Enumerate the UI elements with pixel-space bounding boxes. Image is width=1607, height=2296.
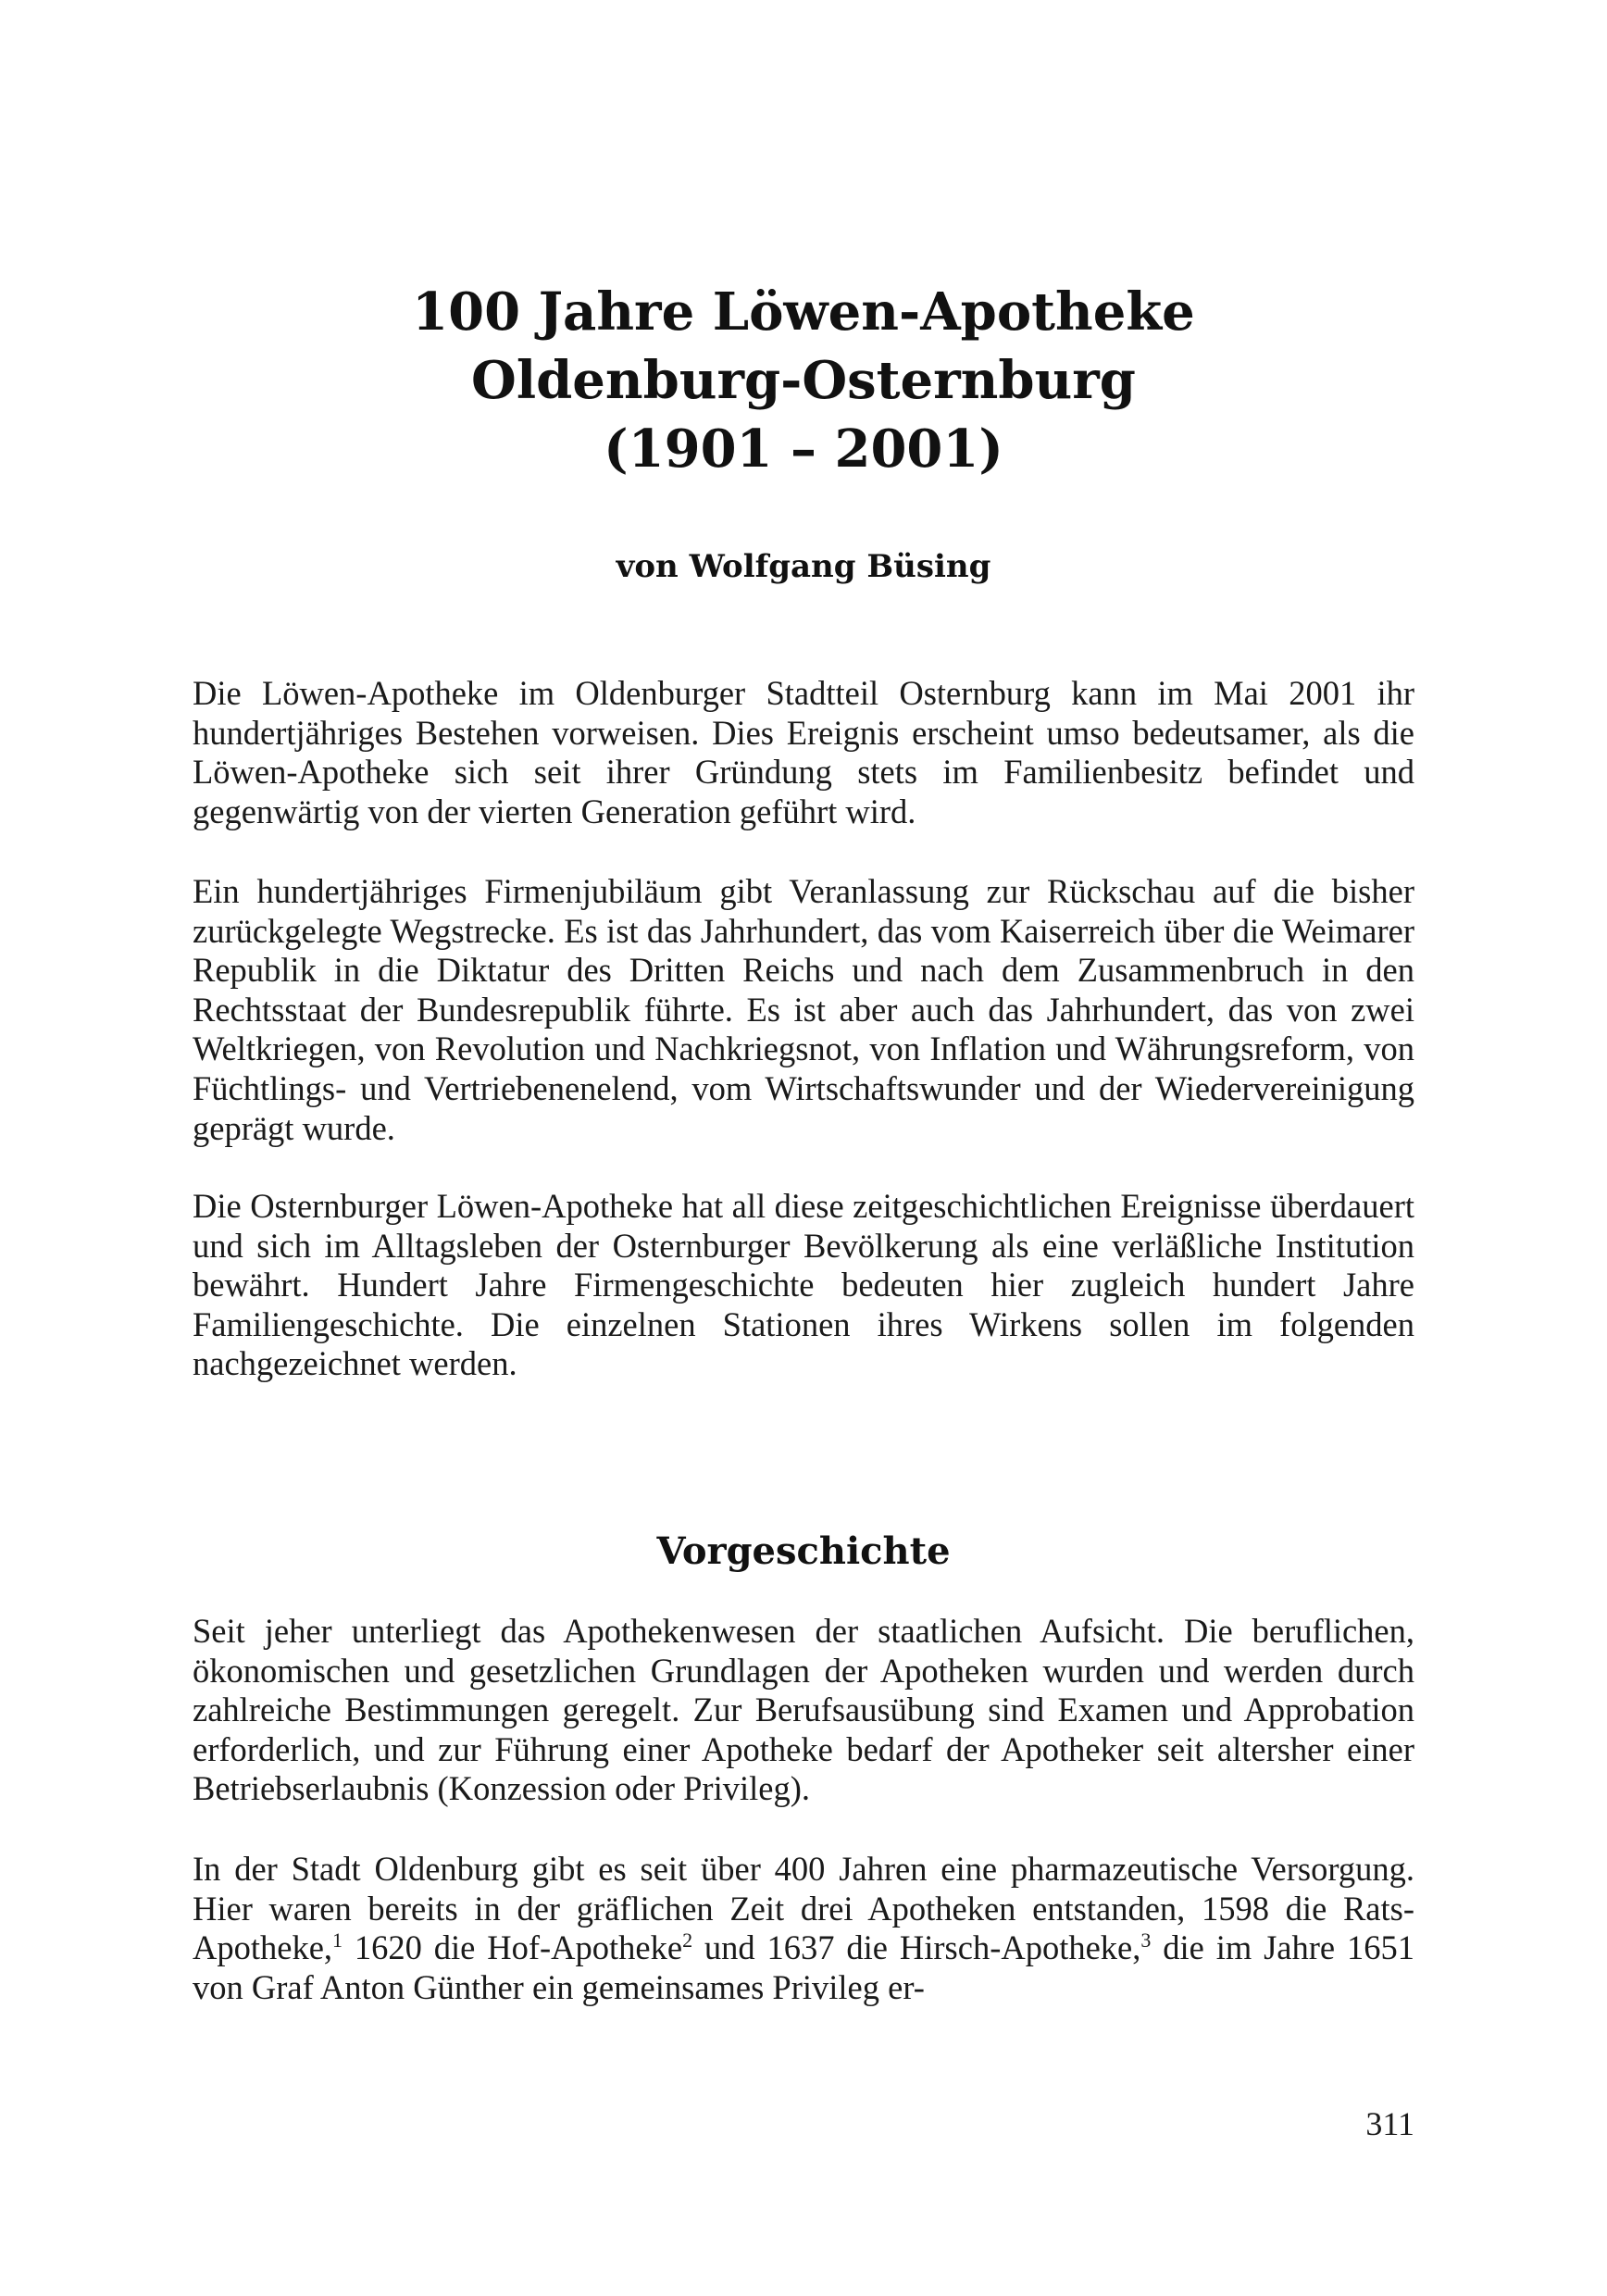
title-line-3: (1901 – 2001)	[604, 418, 1003, 480]
footnote-ref-1[interactable]: 1	[332, 1928, 343, 1953]
footnote-ref-3[interactable]: 3	[1140, 1928, 1152, 1953]
intro-paragraph-2	[193, 872, 1414, 1148]
section-heading: Vorgeschichte	[656, 1529, 951, 1573]
section-paragraph-1	[193, 1612, 1414, 1809]
text-run: In der Stadt Oldenburg gibt es seit über 400 Jahren eine pharmazeutische Versorgung. Hier waren bereits in der gräflichen Zeit drei Apotheken entstanden, 1598 die Rats-Apotheke,	[193, 1850, 1414, 1967]
intro-paragraph-1	[193, 674, 1414, 831]
text-run: die im Jahre 1651 von Graf Anton Günther ein gemeinsames Privileg er-	[193, 1928, 1414, 2006]
article-title	[0, 278, 1607, 483]
paragraph-text: Die Löwen-Apotheke im Oldenburger Stadtteil Osternburg kann im Mai 2001 ihr hundertjähriges Bestehen vorweisen. Dies Ereignis erscheint umso bedeutsamer, als die Löwen-Apotheke sich seit ihrer Gründung stets im Familienbesitz befindet und gegenwärtig von der vierten Generation geführt wird.	[193, 674, 1414, 830]
paragraph-text	[193, 1850, 1414, 2007]
paragraph-text: Seit jeher unterliegt das Apothekenwesen der staatlichen Aufsicht. Die beruflichen, ökonomischen und gesetzlichen Grundlagen der Apotheken wurden und werden durch zahlreiche Bestimmungen geregelt. Zur Berufsausübung sind Examen und Approbation erforderlich, und zur Führung einer Apotheke bedarf der Apotheker seit altersher einer Betriebserlaubnis (Konzession oder Privileg).	[193, 1612, 1414, 1808]
text-run: und 1637 die Hirsch-Apotheke,	[692, 1928, 1141, 1967]
title-line-2: Oldenburg-Osternburg	[471, 350, 1136, 411]
paragraph-text: Die Osternburger Löwen-Apotheke hat all diese zeitgeschichtlichen Ereignisse überdauert und sich im Alltagsleben der Osternburger Bevölkerung als eine verläßliche Institution bewährt. Hundert Jahre Firmengeschichte bedeuten hier zugleich hundert Jahre Familiengeschichte. Die einzelnen Stationen ihres Wirkens sollen im folgenden nachgezeichnet werden.	[193, 1187, 1414, 1383]
title-line-1: 100 Jahre Löwen-Apotheke	[412, 281, 1195, 343]
page-number: 311	[1365, 2105, 1414, 2142]
section-paragraph-2	[193, 1850, 1414, 2007]
intro-paragraph-3	[193, 1187, 1414, 1384]
text-run: 1620 die Hof-Apotheke	[343, 1928, 683, 1967]
footnote-ref-2[interactable]: 2	[682, 1928, 693, 1953]
paragraph-text: Ein hundertjähriges Firmenjubiläum gibt Veranlassung zur Rückschau auf die bisher zurückgelegte Wegstrecke. Es ist das Jahrhundert, das vom Kaiserreich über die Weimarer Republik in die Diktatur des Dritten Reichs und nach dem Zusammenbruch in den Rechtsstaat der Bundesrepublik führte. Es ist aber auch das Jahrhundert, das von zwei Weltkriegen, von Revolution und Nachkriegsnot, von Inflation und Währungsreform, von Füchtlings- und Vertriebenenelend, vom Wirtschaftswunder und der Wiedervereinigung geprägt wurde.	[193, 872, 1414, 1147]
author-byline: von Wolfgang Büsing	[616, 548, 991, 585]
